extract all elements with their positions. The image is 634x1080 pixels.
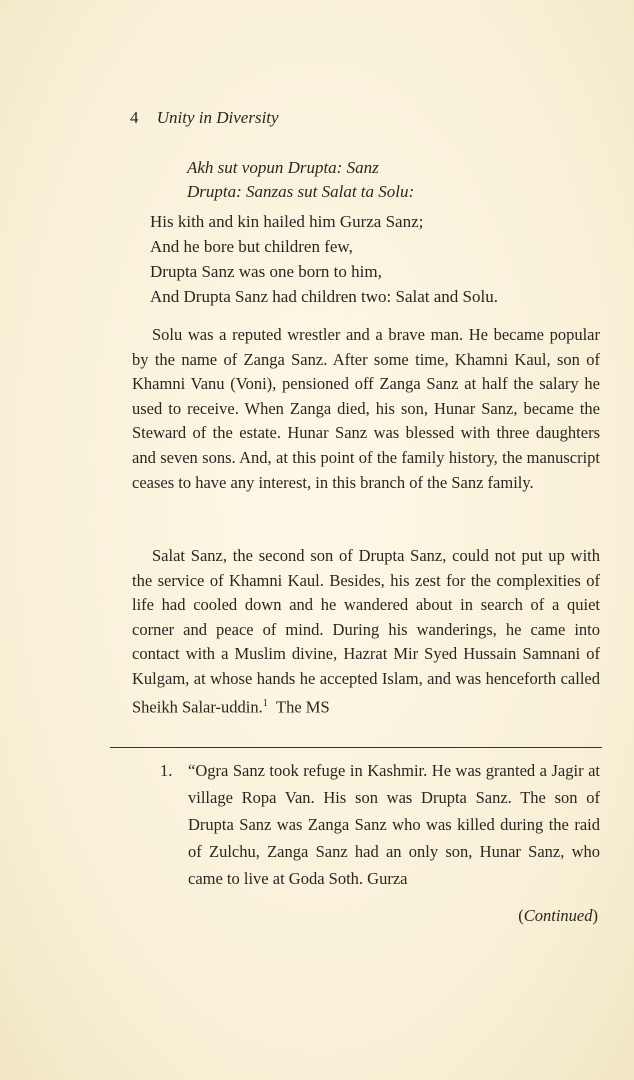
- continued-note: (Continued): [518, 906, 598, 925]
- footnote: [160, 757, 600, 892]
- footnote-text: “Ogra Sanz took refuge in Kashmir. He was granted a Jagir at village Ropa Van. His son was Drupta Sanz. The son of Drupta Sanz was Zanga Sanz who was killed during the raid of Zulchu, Zanga Sanz had an only son, Hunar Sanz, who came to live at Goda Soth. Gurza: [188, 761, 600, 888]
- running-title: Unity in Diversity: [156, 108, 279, 127]
- footnote-number: 1.: [160, 761, 173, 780]
- continued-label: Continued: [523, 906, 593, 925]
- paragraph-2-text: Salat Sanz, the second son of Drupta Sanz, could not put up with the service of Khamni Kaul. Besides, his zest for the complexities of life had cooled down and he wandered about in search of a quiet corner and peace of mind. During his wanderings, he came into contact with a Muslim divine, Hazrat Mir Syed Hussain Samnani of Kulgam, at whose hands he accepted Islam, and was henceforth called Sheikh Salar-uddin.: [132, 546, 600, 717]
- verse-italic-line-2: Drupta: Sanzas sut Salat ta Solu:: [187, 182, 415, 201]
- verse-line-1: His kith and kin hailed him Gurza Sanz;: [150, 212, 424, 231]
- footnote-divider: [110, 747, 602, 748]
- body-paragraph-1: [132, 323, 600, 495]
- page-number: 4: [130, 108, 139, 127]
- page-header: [130, 108, 279, 128]
- verse-line-2: And he bore but children few,: [150, 237, 353, 256]
- verse-italic-line-1: Akh sut vopun Drupta: Sanz: [187, 158, 379, 177]
- verse-line-4: And Drupta Sanz had children two: Salat and Solu.: [150, 287, 498, 306]
- body-paragraph-2: [132, 544, 600, 720]
- footnote-marker: 1: [262, 697, 268, 709]
- verse-line-3: Drupta Sanz was one born to him,: [150, 262, 382, 281]
- paragraph-2-tail: The MS: [276, 697, 330, 717]
- paragraph-1-text: Solu was a reputed wrestler and a brave man. He became popular by the name of Zanga Sanz. After some time, Khamni Kaul, son of Khamni Vanu (Voni), pensioned off Zanga Sanz at half the salary he used to receive. When Zanga died, his son, Hunar Sanz, became the Steward of the estate. Hunar Sanz was blessed with three daughters and seven sons. And, at this point of the family history, the manuscript ceases to have any interest, in this branch of the Sanz family.: [132, 325, 600, 492]
